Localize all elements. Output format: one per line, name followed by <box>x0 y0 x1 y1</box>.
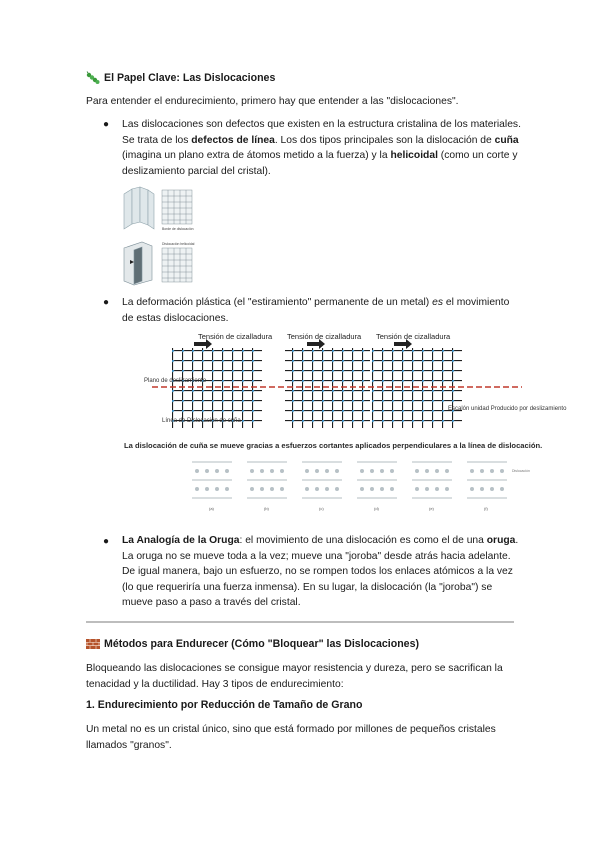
edge-dislocation-figure <box>122 330 567 525</box>
slip-plane-label: Plano de deslizamiento <box>144 378 207 384</box>
dislocation-types-figure <box>122 186 252 286</box>
shear-label-2: Tensión de cizalladura <box>287 332 362 341</box>
section-divider <box>86 621 514 623</box>
fig1-label-top: Borde de dislocación <box>162 227 194 231</box>
subsection-title-grano: 1. Endurecimiento por Reducción de Tamaño de Grano <box>86 699 363 711</box>
panel-side-label: Dislocación <box>512 469 530 473</box>
panel-label-a: (a) <box>209 506 214 511</box>
brick-wall-icon <box>86 639 100 649</box>
bullet-text-dislocaciones: Las dislocaciones son defectos que existen en la estructura cristalina de los materiales. Se trata de los defectos de línea. Los dos tipos principales son la dislocación de cuña (imagina un plano extra de átomos metido a la fuerza) y la helicoidal (como un corte y deslizamiento parcial del cristal). <box>122 119 521 177</box>
bullet-text-deformacion: La deformación plástica (el "estiramiento" permanente de un metal) es el movimiento de estas dislocaciones. <box>122 297 510 324</box>
lattice-panel-1 <box>172 348 262 428</box>
section-title-dislocaciones: El Papel Clave: Las Dislocaciones <box>104 72 276 84</box>
bullet-dot: ● <box>103 536 110 547</box>
panel-label-e: (e) <box>429 506 434 511</box>
panel-label-b: (b) <box>264 506 269 511</box>
panel-label-d: (d) <box>374 506 379 511</box>
shear-label-3: Tensión de cizalladura <box>376 332 451 341</box>
panel-label-c: (c) <box>319 506 324 511</box>
fig1-label-bottom: Dislocación helicoidal <box>162 242 195 246</box>
figure-caption: La dislocación de cuña se mueve gracias a esfuerzos cortantes aplicados perpendiculares a la línea de dislocación. <box>124 441 543 450</box>
bullet-dot: ● <box>103 297 110 308</box>
shear-label-1: Tensión de cizalladura <box>198 332 273 341</box>
lattice-panel-3 <box>372 348 462 428</box>
bullet-text-oruga: La Analogía de la Oruga: el movimiento de una dislocación es como el de una oruga. La oruga no se mueve toda a la vez; mueve una "joroba" desde atrás hacia adelante. De igual manera, bajo un esfuerzo, no se rompen todos los enlaces atómicos a la vez (lo que requeriría una fuerza inmensa). En su lugar, la dislocación (la "joroba") se mueve paso a paso a través del cristal. <box>122 535 519 608</box>
unit-step-label: Escalón unidad Producido por deslizamiento <box>448 406 567 412</box>
intro-paragraph: Para entender el endurecimiento, primero hay que entender a las "dislocaciones". <box>86 96 459 107</box>
dislocation-line-label: Línea de Dislocación de cuña <box>162 418 241 424</box>
section-title-metodos: Métodos para Endurecer (Cómo "Bloquear" las Dislocaciones) <box>104 638 419 650</box>
caterpillar-icon <box>86 71 100 85</box>
grano-paragraph: Un metal no es un cristal único, sino que está formado por millones de pequeños cristales llamados "granos". <box>86 724 496 751</box>
panel-label-f: (f) <box>484 506 488 511</box>
metodos-intro-paragraph: Bloqueando las dislocaciones se consigue mayor resistencia y dureza, pero se sacrifican la tenacidad y la ductilidad. Hay 3 tipos de endurecimiento: <box>86 663 503 690</box>
bullet-dot: ● <box>103 119 110 130</box>
lattice-panel-2 <box>285 348 370 428</box>
